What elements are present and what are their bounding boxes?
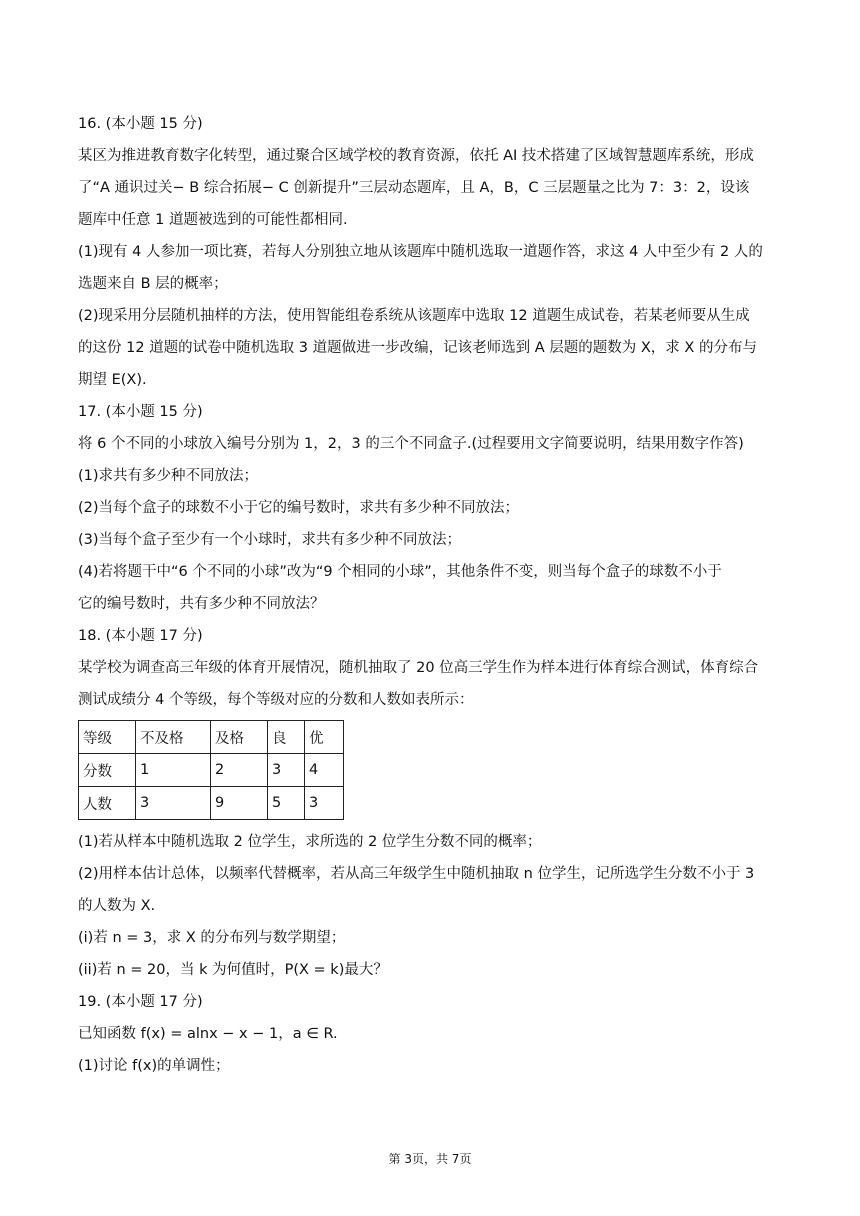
table-cell: 1: [136, 754, 211, 787]
table-cell: 3: [268, 754, 305, 787]
table-cell: 3: [136, 787, 211, 820]
table-row: [79, 754, 344, 787]
q17-part4-line-2: 它的编号数时，共有多少种不同放法？: [78, 596, 325, 612]
page-content: [78, 108, 788, 1082]
q16-header: 16. (本小题 15 分): [78, 116, 203, 132]
q16-part1-line-1: (1)现有 4 人参加一项比赛，若每人分别独立地从该题库中随机选取一道题作答，求这 4 人中至少有 2 人的: [78, 244, 763, 260]
table-cell: 3: [305, 787, 344, 820]
q16-part2-line-2: 的这份 12 道题的试卷中随机选取 3 道题做进一步改编，记该老师选到 A 层题的题数为 X，求 X 的分布与: [78, 340, 757, 356]
table-cell: 2: [211, 754, 268, 787]
grade-table: [78, 720, 344, 820]
table-cell: 及格: [211, 721, 268, 754]
table-cell: 人数: [79, 787, 136, 820]
q18-part2-line-1: (2)用样本估计总体，以频率代替概率，若从高三年级学生中随机抽取 n 位学生，记所选学生分数不小于 3: [78, 866, 755, 882]
q17-part3: (3)当每个盒子至少有一个小球时，求共有多少种不同放法；: [78, 532, 462, 548]
q18-stem-line-1: 某学校为调查高三年级的体育开展情况，随机抽取了 20 位高三学生作为样本进行体育综合测试，体育综合: [78, 660, 759, 676]
table-cell: 9: [211, 787, 268, 820]
q17-header: 17. (本小题 15 分): [78, 404, 203, 420]
table-cell: 优: [305, 721, 344, 754]
q19-header: 19. (本小题 17 分): [78, 994, 203, 1010]
q18-part1: (1)若从样本中随机选取 2 位学生，求所选的 2 位学生分数不同的概率；: [78, 834, 542, 850]
q16-part2-line-3: 期望 E(X).: [78, 372, 147, 388]
q18-part2-ii: (ii)若 n = 20，当 k 为何值时，P(X = k)最大？: [78, 962, 388, 978]
q16-part2-line-1: (2)现采用分层随机抽样的方法，使用智能组卷系统从该题库中选取 12 道题生成试卷，若某老师要从生成: [78, 308, 750, 324]
table-cell: 分数: [79, 754, 136, 787]
table-cell: 良: [268, 721, 305, 754]
q16-part1-line-2: 选题来自 B 层的概率；: [78, 276, 228, 292]
q19-stem: 已知函数 f(x) = alnx − x − 1，a ∈ R.: [78, 1026, 338, 1042]
q16-stem-line-2: 了“A 通识过关− B 综合拓展− C 创新提升”三层动态题库，且 A，B，C 三层题量之比为 7：3：2，设该: [78, 180, 750, 196]
q17-part2: (2)当每个盒子的球数不小于它的编号数时，求共有多少种不同放法；: [78, 500, 520, 516]
q18-part2-i: (i)若 n = 3，求 X 的分布列与数学期望；: [78, 930, 346, 946]
q17-part4-line-1: (4)若将题干中“6 个不同的小球”改为“9 个相同的小球”，其他条件不变，则当每个盒子的球数不小于: [78, 564, 722, 580]
q17-part1: (1)求共有多少种不同放法；: [78, 468, 259, 484]
q16-stem-line-1: 某区为推进教育数字化转型，通过聚合区域学校的教育资源，依托 AI 技术搭建了区域智慧题库系统，形成: [78, 148, 754, 164]
table-cell: 5: [268, 787, 305, 820]
q18-header: 18. (本小题 17 分): [78, 628, 203, 644]
page-number-footer: 第 3页，共 7页: [388, 1152, 472, 1166]
table-cell: 不及格: [136, 721, 211, 754]
table-row: [79, 721, 344, 754]
table-row: [79, 787, 344, 820]
q19-part1: (1)讨论 f(x)的单调性；: [78, 1058, 230, 1074]
q16-stem-line-3: 题库中任意 1 道题被选到的可能性都相同.: [78, 212, 348, 228]
table-cell: 4: [305, 754, 344, 787]
q18-part2-line-2: 的人数为 X.: [78, 898, 156, 914]
q17-stem: 将 6 个不同的小球放入编号分别为 1，2，3 的三个不同盒子.(过程要用文字简要说明，结果用数字作答): [78, 436, 744, 452]
q18-stem-line-2: 测试成绩分 4 个等级，每个等级对应的分数和人数如表所示：: [78, 692, 474, 708]
table-cell: 等级: [79, 721, 136, 754]
